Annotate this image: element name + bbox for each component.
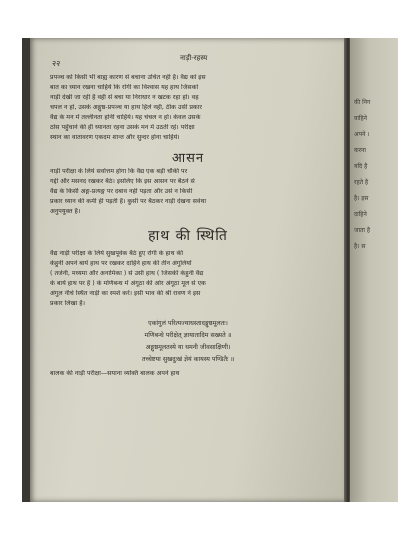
paragraph-line: वैद्य के किसी अङ्ग-प्रत्यङ्ग पर दबाव नहीं पड़ता और उसे न किसी [50,188,193,195]
paragraph-line: केहुनी अपने बायें हाथ पर रखकर दाहिने हाथ की तीन अंगुलियों [50,260,192,267]
paragraph-line: अनुपयुक्त है। [50,208,81,215]
left-page [30,38,346,502]
paragraph-line: गद्दी और मसनद रखकर बैठे। इसलिए कि इस आसन पर बैठने से [50,178,195,185]
right-page-line: जाता है [354,227,371,234]
paragraph-line: अंगुल नीचे स्थित नाड़ी का स्पर्श करें। इसी भाव की श्री रावण ने इस [50,290,201,297]
paragraph-line: स्थान का वातावरण एकदम शान्त और सुन्दर होना चाहिये। [50,134,180,141]
section-heading-hand-position: हाथ की स्थिति [148,228,228,244]
paragraph-line: नाड़ी देखी जा रही है वहीं से बचा या निराधार न खटक रहा हो। वह [50,94,199,101]
paragraph-line: ठोस पहुँचाने की ही ध्यानता रहना उसके मन में उठती रहे। परीक्षा [50,124,195,131]
paragraph-line: प्रकार ध्यान की कमी ही पड़ती है। कुर्सी पर बैठकर नाड़ी देखना सर्वथा [50,198,207,205]
right-page-line: की निग [354,99,371,106]
right-page-line: है। इस [354,195,369,202]
paragraph-line: नाड़ी परीक्षा के लिये सर्वोत्तम होगा कि वैद्य एक बड़ी चौकी पर [50,168,188,175]
right-page-line: है। स [354,243,366,250]
paragraph-line: ( तर्जनी, मध्यमा और अनामिका ) से उसी हाथ ( जिसकी केहुनी वैद्य [50,270,204,277]
right-page-line: यदि है [354,163,368,170]
paragraph-line: के बायें हाथ पर है ) के मणिबन्ध में अंगूठा की ओर अंगूठा मूल से एक [50,280,206,287]
book-photo [22,38,398,502]
paragraph-line: प्रकार लिखा है। [50,300,86,307]
verse-line: एकांगुलं परित्यज्याधस्तादङ्गुष्ठमूलतः। [148,320,228,327]
paragraph-line: वैद्य नाड़ी परीक्षा के लिये सुखपूर्वक बैठे हुए रोगी के हाथ की [50,250,184,257]
verse-line: मणिबन्धे परीक्षेत्‌ ज्ञायातादिम सख्यते ॥ [144,332,232,339]
page-number: २२ [52,59,61,68]
right-page-line: रहते है [354,179,369,186]
right-page-line: वाहिने [354,115,367,122]
verse-line: अङ्गुष्ठमूलतस्ये या धमनी जीवसाक्षिणी। [145,344,231,351]
paragraph-line: बालक की नाड़ी परीक्षा—सयाना व्यक्ति बालक अपने हाथ [50,370,180,377]
paragraph-line: बात का ध्यान रखना चाहिये कि रोगी का विश्वास यह हाथ जिसको [50,84,199,91]
paragraph-line: वैद्य के मन में तल्लीनता होनी चाहिये। यह चंचल न हो। केवल उसके [50,114,201,121]
running-head: नाड़ी-रहस्य [180,54,208,62]
right-page-line: दाहिने [354,211,367,218]
paragraph-line: प्रपञ्च को किसी भी बाह्य कारण से बचाना उचित नहीं है। वैद्य को इस [50,74,206,81]
section-heading-asan: आसन [171,151,205,166]
paragraph-line: चपल न हो, उसके अङ्गुष्ठ-प्रपञ्च या हाथ हिले नहीं, ठीक उसी प्रकार [50,104,202,111]
right-page-line: करना [354,147,366,154]
right-page-edge [350,38,398,502]
verse-line: तच्चेष्टया सुखदुःखं ज्ञेयं कायस्य पण्डितैः ॥ [141,356,235,363]
right-page-line: अपने । [354,131,370,138]
